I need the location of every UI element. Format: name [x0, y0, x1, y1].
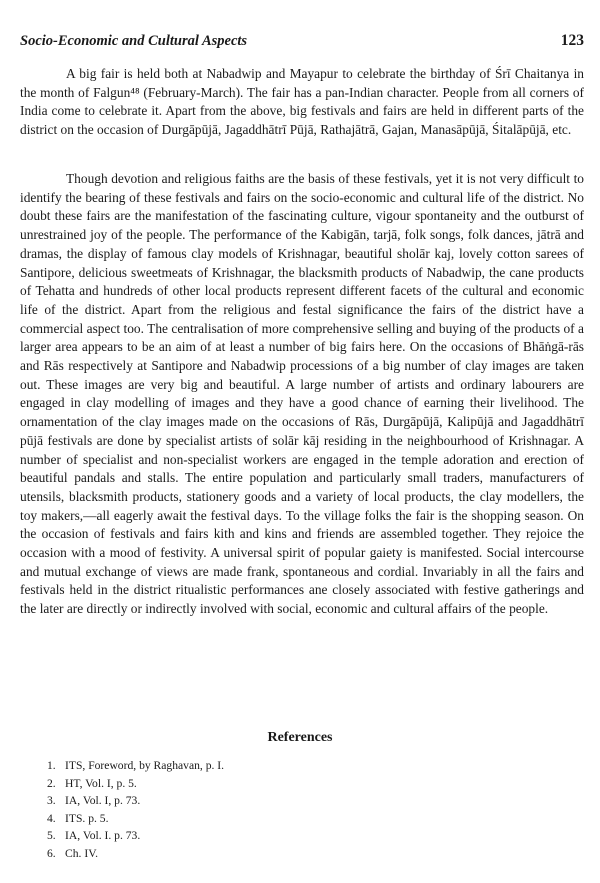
reference-item: 2. HT, Vol. I, p. 5. [47, 776, 137, 790]
reference-item: 6. Ch. IV. [47, 846, 98, 860]
references-heading: References [267, 730, 333, 745]
paragraph-festivals [20, 170, 584, 619]
paragraph-1: A big fair is held both at Nabadwip and Mayapur to celebrate the birthday of Śrī Chaitanya in the month of Falgun⁴⁸ (February-March). The fair has a pan-Indian character. People from all corners of India come to celebrate it. Apart from the above, big festivals and fairs are held in different parts of the district on the occasion of Durgāpūjā, Jagaddhātrī Pūjā, Rathajātrā, Gajan, Manasāpūjā, Śitalāpūjā, etc. [20, 66, 584, 138]
reference-item: 4. ITS. p. 5. [47, 811, 109, 825]
reference-item: 5. IA, Vol. I. p. 73. [47, 829, 141, 843]
paragraph-fair [20, 65, 584, 140]
paragraph-2: Though devotion and religious faiths are the basis of these festivals, yet it is not very difficult to identify the bearing of these festivals and fairs on the socio-economic and cultural life of the district. No doubt these fairs are the manifestation of the fascinating culture, vigour spontaneity and the outburst of unrestrained joy of the people. The performance of the Kabigān, tarjā, folk songs, folk dances, jātrā and dramas, the display of famous clay models of Krishnagar, beautiful sholār kaj, lovely cotton sarees of Santipore, delicious sweetmeats of Krishnagar, the blacksmith products of Nabadwip, the cane products of Tehatta and hundreds of other local products represent different facets of the cultural and economic life of the district. Apart from the religious and festal significance the fairs of the district have a commercial aspect too. The centralisation of more comprehensive selling and buying of the products of a larger area appears to be an aim of at least a number of big fairs here. On the occasions of Bhāṅgā-rās and Rās respectively at Santipore and Nabadwip processions of a big number of clay images are taken out. These images are very big and beautiful. A large number of artists and ordinary labourers are engaged in clay modelling of images and they have a good chance of earning their livelihood. The ornamentation of the clay images made on the occasions of Rās, Durgāpūjā, Kalipūjā and Jagaddhātrī pūjā festivals are done by specialist artists of solār kāj residing in the neighbourhood of Krishnagar. A number of specialist and non-specialist workers are engaged in the temple adoration and erection of beautiful pandals and stalls. The entire population and particularly small traders, manufacturers of utensils, blacksmith products, stationery goods and a variety of local products, the clay modellers, the toy makers,—all eagerly await the festival days. To the village folks the fair is the shopping season. On the occasion of festivals and fairs kith and kins and friends are assembled together. They rejoice the occasion with a mood of festivity. A universal spirit of popular gaiety is manifested. Social intercourse and mutual exchange of views are made frank, spontaneous and cordial. Invariably in all the fairs and festivals held in the district ritualistic performances ane closely associated with festive gatherings and the later are directly or indirectly involved with social, economic and cultural affairs of the people. [20, 171, 584, 617]
reference-item: 3. IA, Vol. I, p. 73. [47, 794, 141, 808]
running-head: Socio-Economic and Cultural Aspects [20, 33, 248, 49]
reference-item: 1. ITS, Foreword, by Raghavan, p. I. [47, 759, 225, 772]
page-header [20, 32, 584, 50]
references-list [47, 757, 224, 863]
page-number: 123 [560, 32, 584, 49]
